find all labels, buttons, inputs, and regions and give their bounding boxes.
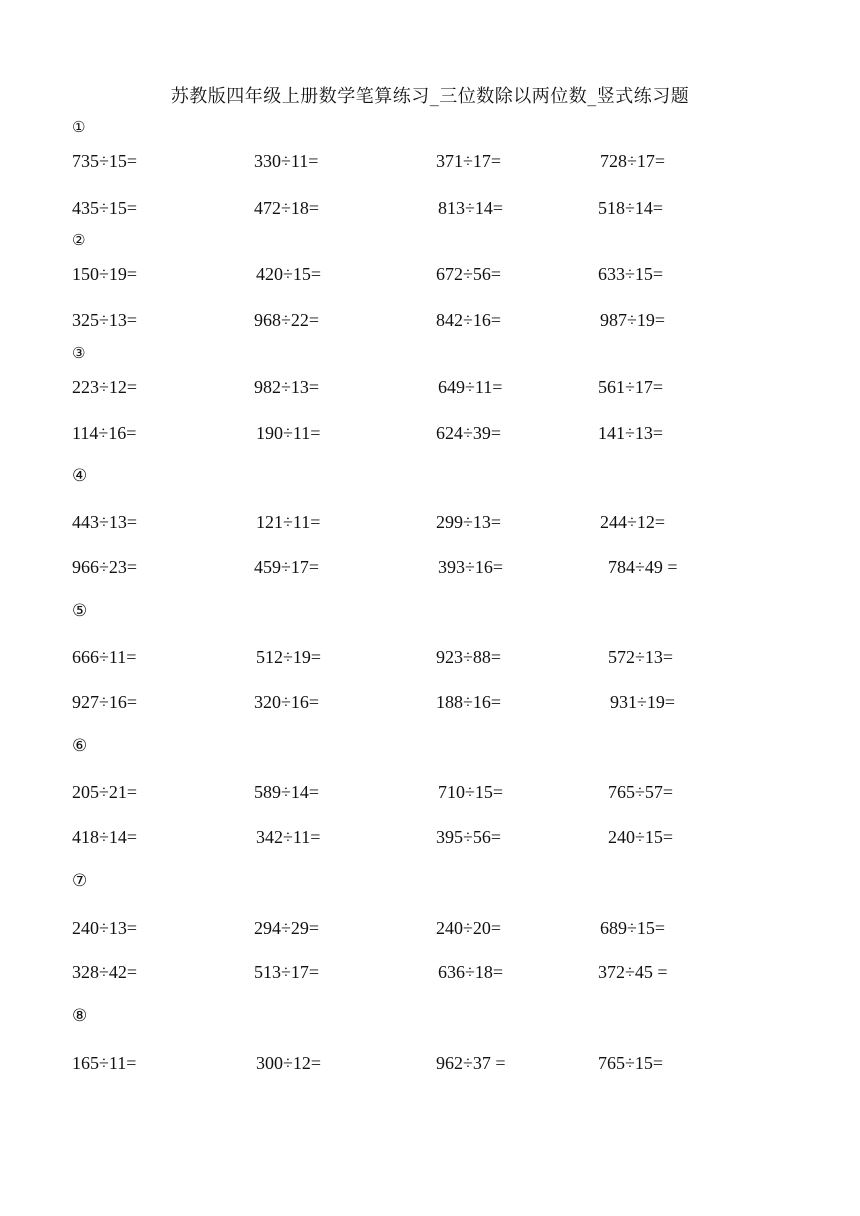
division-problem: 240÷13= (72, 918, 138, 938)
section-marker: ⑤ (72, 601, 88, 621)
section-marker: ① (72, 118, 86, 136)
division-problem: 765÷15= (598, 1053, 664, 1073)
division-problem: 472÷18= (254, 198, 320, 218)
division-problem: 923÷88= (436, 647, 502, 667)
division-problem: 813÷14= (438, 198, 504, 218)
division-problem: 672÷56= (436, 264, 502, 284)
division-problem: 223÷12= (72, 377, 138, 397)
division-problem: 141÷13= (598, 423, 664, 443)
division-problem: 240÷15= (608, 827, 674, 847)
division-problem: 418÷14= (72, 827, 138, 847)
section-marker: ③ (72, 344, 86, 362)
division-problem: 649÷11= (438, 377, 503, 397)
division-problem: 735÷15= (72, 151, 138, 171)
division-problem: 512÷19= (256, 647, 322, 667)
division-problem: 710÷15= (438, 782, 504, 802)
division-problem: 435÷15= (72, 198, 138, 218)
division-problem: 190÷11= (256, 423, 321, 443)
division-problem: 636÷18= (438, 962, 504, 982)
division-problem: 689÷15= (600, 918, 666, 938)
division-problem: 342÷11= (256, 827, 321, 847)
division-problem: 328÷42= (72, 962, 138, 982)
division-problem: 765÷57= (608, 782, 674, 802)
division-problem: 931÷19= (610, 692, 676, 712)
division-problem: 165÷11= (72, 1053, 137, 1073)
division-problem: 443÷13= (72, 512, 138, 532)
division-problem: 842÷16= (436, 310, 502, 330)
division-problem: 244÷12= (600, 512, 666, 532)
division-problem: 962÷37 = (436, 1053, 506, 1073)
division-problem: 728÷17= (600, 151, 666, 171)
division-problem: 372÷45 = (598, 962, 668, 982)
division-problem: 330÷11= (254, 151, 319, 171)
division-problem: 987÷19= (600, 310, 666, 330)
division-problem: 982÷13= (254, 377, 320, 397)
division-problem: 150÷19= (72, 264, 138, 284)
section-marker: ⑦ (72, 871, 88, 891)
division-problem: 518÷14= (598, 198, 664, 218)
division-problem: 513÷17= (254, 962, 320, 982)
division-problem: 395÷56= (436, 827, 502, 847)
division-problem: 459÷17= (254, 557, 320, 577)
division-problem: 927÷16= (72, 692, 138, 712)
section-marker: ⑧ (72, 1006, 88, 1026)
division-problem: 205÷21= (72, 782, 138, 802)
division-problem: 968÷22= (254, 310, 320, 330)
division-problem: 325÷13= (72, 310, 138, 330)
division-problem: 300÷12= (256, 1053, 322, 1073)
section-marker: ④ (72, 466, 88, 486)
division-problem: 188÷16= (436, 692, 502, 712)
division-problem: 572÷13= (608, 647, 674, 667)
section-marker: ⑥ (72, 736, 88, 756)
section-marker: ② (72, 231, 86, 249)
division-problem: 299÷13= (436, 512, 502, 532)
division-problem: 633÷15= (598, 264, 664, 284)
division-problem: 320÷16= (254, 692, 320, 712)
division-problem: 420÷15= (256, 264, 322, 284)
division-problem: 784÷49 = (608, 557, 678, 577)
division-problem: 666÷11= (72, 647, 137, 667)
division-problem: 589÷14= (254, 782, 320, 802)
division-problem: 624÷39= (436, 423, 502, 443)
division-problem: 371÷17= (436, 151, 502, 171)
worksheet-title: 苏教版四年级上册数学笔算练习_三位数除以两位数_竖式练习题 (170, 86, 690, 107)
division-problem: 121÷11= (256, 512, 321, 532)
division-problem: 966÷23= (72, 557, 138, 577)
division-problem: 294÷29= (254, 918, 320, 938)
division-problem: 240÷20= (436, 918, 502, 938)
division-problem: 561÷17= (598, 377, 664, 397)
division-problem: 393÷16= (438, 557, 504, 577)
division-problem: 114÷16= (72, 423, 137, 443)
